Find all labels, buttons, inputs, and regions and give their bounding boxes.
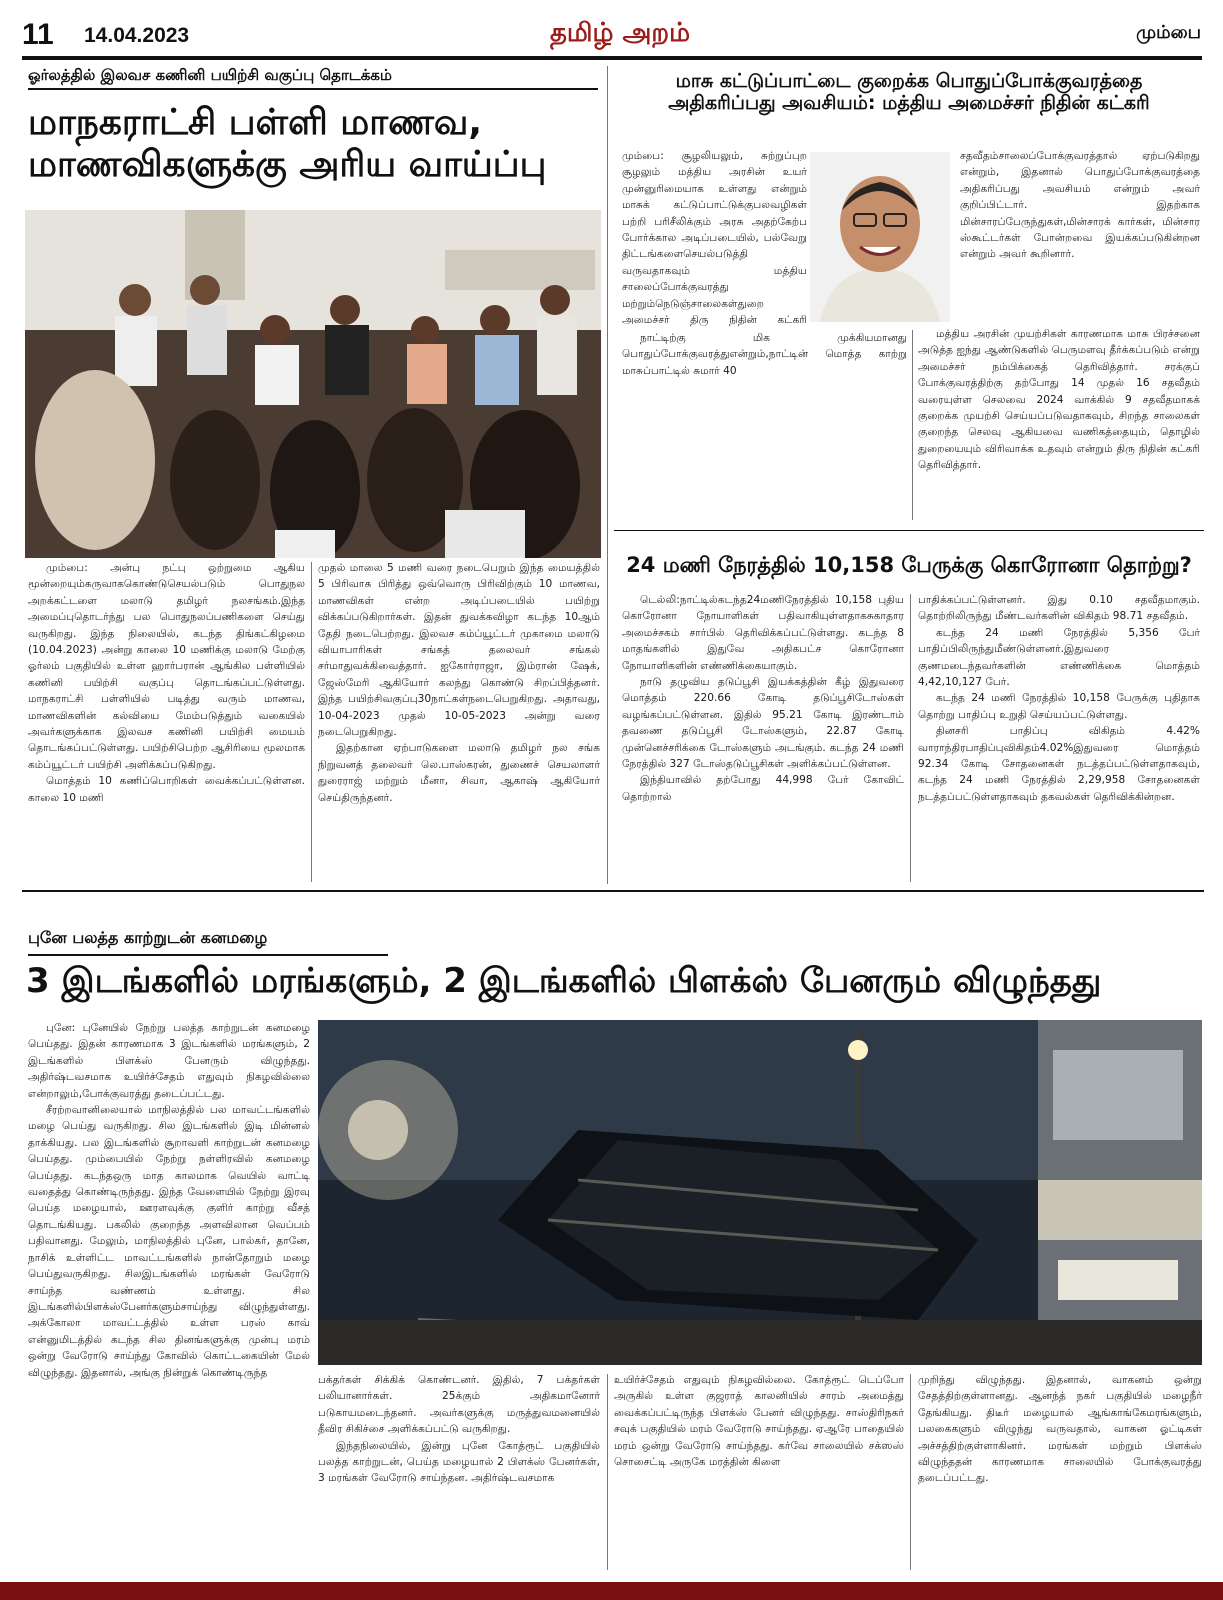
edition-city: மும்பை [1136,22,1201,43]
article2-headline-line2: அதிகரிப்பது அவசியம்: மத்திய அமைச்சர் நிதின் கட்கரி [668,92,1150,115]
article1-para: மும்பை: அன்பு நட்பு ஒற்றுமை ஆகிய மூன்றையும்கருவாககொண்டுசெயல்படும் பொதுநல அறக்கட்டளை மலாடு தமிழர் நலசங்கம்.இந்த அமைப்புதொடர்ந்து பல பொதுநலப்பணிகளை செய்து வருகிறது. இந்த நிலையில், கடந்த திங்கட்கிழமை (10.04.2023) அன்று காலை 10 மணிக்கு மலாடு மேற்கு ஓர்லம் பகுதியில் உள்ள ஹார்பரான் ஆங்கில பள்ளியில் கணினி பயிற்சி வகுப்பு தொடங்கப்பட்டுள்ளது. மாநகராட்சி பள்ளியில் படித்து வரும் மாணவ, மாணவிகளின் கல்வியை மேம்படுத்தும் வகையில் அவர்களுக்காக இலவச கணினி பயிற்சி மையம் தொடங்கப்பட்டுள்ளது. பயிற்சிபெற்ற ஆசிரியை மூலமாக கம்ப்யூட்டர் பயிற்சி அளிக்கப்படுகிறது. [28,562,305,771]
article3-para: கடந்த 24 மணி நேரத்தில் 10,158 பேருக்கு புதிதாக தொற்று பாதிப்பு உறுதி செய்யப்பட்டுள்ளது. [918,692,1200,721]
column-divider [311,562,312,882]
kicker-underline [28,88,598,90]
article1-headline: மாநகராட்சி பள்ளி மாணவ, மாணவிகளுக்கு அரிய வாய்ப்பு [28,102,547,185]
column-divider [910,594,911,882]
article3-col2 [918,592,1200,884]
article1-para: இதற்கான ஏற்பாடுகளை மலாடு தமிழர் நல சங்க நிறுவனத் தலைவர் லெ.பாஸ்கரன், துணைச் செயலாளர் துரைராஜ் மற்றும் மீனா, சிவா, ஆகாஷ் ஆகியோர் செய்திருந்தனர். [318,742,600,804]
column-divider [910,1374,911,1570]
article2-headline-line1: மாசு கட்டுப்பாட்டை குறைக்க பொதுப்போக்குவரத்தை [675,70,1143,92]
article4-col4 [918,1372,1202,1572]
article2-para: மத்திய அரசின் முயற்சிகள் காரணமாக மாசு பிரச்சனை அடுத்த ஐந்து ஆண்டுகளில் பெருமளவு தீர்க்கப்படும் என்று அமைச்சர் நம்பிக்கைத் தெரிவித்தார். சரக்குப் போக்குவரத்திற்கு தற்போது 14 முதல் 16 சதவீதம் வரையுள்ள செலவை 2024 வாக்கில் 9 சதவீதமாகக் குறைக்க முயற்சி செய்யப்படுவதாகவும், சிறந்த சாலைகள் குறைந்த செலவு ஆகியவை வணிகத்தையும், தொழில் துறையையும் விரிவாக்க உதவும் என்றும் திரு நிதின் கட்கரி தெரிவித்தார். [918,328,1200,472]
article4-para: முறிந்து விழுந்தது. இதனால், வாகனம் ஒன்று சேதத்திற்குள்ளானது. ஆனந்த் நகர் பகுதியில் மழைநீர் தேங்கியது. திடீர் மழையால் ஆங்காங்கேமரங்களும், பலகைகளும் விழுந்து வருவதால், வாகன ஓட்டிகள் அச்சத்திற்குள்ளாகினர். மரங்கள் மற்றும் பிளக்ஸ் விழுந்ததன் காரணமாக சாலையில் போக்குவரத்து தடைப்பட்டது. [918,1374,1202,1485]
article4-para: புனே: புனேயில் நேற்று பலத்த காற்றுடன் கனமழை பெய்தது. இதன் காரணமாக 3 இடங்களில் மரங்களும், 2 இடங்களில் பிளக்ஸ் பேனரும் விழுந்தது. அதிர்ஷ்டவசமாக உயிர்ச்சேதம் எதுவும் நிகழவில்லை என்றாலும்,போக்குவரத்து தடைப்பட்டது. [28,1022,310,1100]
article2-para: மும்பை: சூழலியலும், சுற்றுப்புற சூழலும் மத்திய அரசின் உயர் முன்னுரிமையாக உள்ளது என்றும் மாசுக் கட்டுப்பாட்டுக்குபலவழிகள் பற்றி பரிசீலிக்கும் அரசு அதற்கேற்ப போர்க்கால அடிப்படையில், பல்வேறு திட்டங்களைசெயல்படுத்தி வருவதாகவும் மத்திய சாலைப்போக்குவரத்து மற்றும்நெடுஞ்சாலைகள்துறை அமைச்சர் திரு நிதின் கட்கரி [622,150,807,327]
article4-headline: 3 இடங்களில் மரங்களும், 2 இடங்களில் பிளக்ஸ் பேனரும் விழுந்தது [26,961,1102,1001]
article4-col3 [614,1372,904,1572]
logo-text: தமிழ் அறம் [549,18,691,48]
section-divider [607,66,608,884]
footer-bar [0,1582,1223,1600]
fallen-banner-image [318,1020,1202,1365]
article3-col1 [622,592,904,884]
article3-para: தினசரி பாதிப்பு விகிதம் 4.42% வாராந்திரபாதிப்புவிகிதம்4.02%இதுவரை மொத்தம் 92.34 கோடி சோதனைகள் நடத்தப்பட்டுள்ளதாகவும், கடந்த 24 மணி நேரத்தில் 2,29,958 சோதனைகள் நடத்தப்பட்டுள்ளதாகவும் தகவல்கள் தெரிவிக்கின்றன. [918,725,1200,803]
classroom-photo-image [25,210,601,558]
article4-kicker: புனே பலத்த காற்றுடன் கனமழை [28,928,268,947]
story-divider [614,530,1204,531]
page-number: 11 [22,18,54,51]
article2-para: சதவீதம்சாலைப்போக்குவரத்தால் ஏற்படுகிறது என்றும், இதனால் பொதுப்போக்குவரத்தை அதிகரிப்பது அவசியம் என்றும் அவர் குறிப்பிட்டார். இதற்காக மின்சாரப்பேருந்துகள்,மின்சாரக் கார்கள், மின்சார ஸ்கூட்டர்கள் போன்றவை இயக்கப்படுகின்றன என்றும் அவர் கூறினார். [960,150,1200,261]
article4-col1 [28,1020,310,1575]
article1-para: முதல் மாலை 5 மணி வரை நடைபெறும் இந்த மையத்தில் 5 பிரிவாக பிரித்து ஒவ்வொரு பிரிவிற்கும் 10 மாணவ, மாணவிகள் என்ற அடிப்படையில் பயிற்று விக்கப்படுகிறார்கள். இதன் துவக்கவிழா கடந்த 10ஆம் தேதி நடைபெற்றது. இலவச கம்ப்யூட்டர் முகாமை மலாடு வியாபாரிகள் சங்கத் தலைவர் சங்கல் சர்மாதுவக்கிவைத்தார். ஐகோர்ராஜா, இம்ரான் ஷேக், ஜேஸ்மேரி ஆகியோர் கலந்து கொண்டு சிறப்பித்தனர். இந்த பயிற்சிவகுப்பு30நாட்கள்நடைபெறுகிறது. அதாவது, 10-04-2023 முதல் 10-05-2023 அன்று வரை நடைபெறுகிறது. [318,562,600,739]
article3-headline: 24 மணி நேரத்தில் 10,158 பேருக்கு கொரோனா தொற்று? [626,553,1192,577]
column-divider [912,330,913,520]
issue-date: 14.04.2023 [84,24,190,47]
section-rule [22,890,1204,892]
article3-para: நாடு தழுவிய தடுப்பூசி இயக்கத்தின் கீழ் இதுவரை மொத்தம் 220.66 கோடி தடுப்பூசிடோஸ்கள் வழங்கப்பட்டுள்ளன. இதில் 95.21 கோடி இரண்டாம் தவணை தடுப்பூசி டோஸ்களும், 22.87 கோடி முன்னெச்சரிக்கை டோஸ்களும் அடங்கும். கடந்த 24 மணி நேரத்தில் 327 டோஸ்தடுப்பூசிகள் அளிக்கப்பட்டுள்ளன. [622,676,904,771]
article4-para: இந்தநிலையில், இன்று புனே கோத்ரூட் பகுதியில் பலத்த காற்றுடன், பெய்த மழையால் 2 பிளக்ஸ் பேனர்கள், 3 மரங்கள் வேரோடு சாய்ந்தன. அதிர்ஷ்டவசமாக [318,1439,600,1485]
classroom-photo [25,210,601,558]
article4-para: உயிர்ச்சேதம் எதுவும் நிகழவில்லை. கோத்ரூட் டெப்போ அருகில் உள்ள குஜராத் காலனியில் சாரம் அமைத்து வைக்கப்பட்டிருந்த பிளக்ஸ் பேனர் விழுந்தது. சாஸ்திரிநகர் சவுக் பகுதியில் மரம் வேரோடு சாய்ந்தது. ஏஆரே பாதையில் மரம் ஒன்று வேரோடு சாய்ந்தது. கர்வே சாலையில் சக்ஸஸ் சொசைட்டி அருகே மரத்தின் கிளை [614,1374,904,1469]
article4-col2 [318,1372,600,1572]
article1-col2 [318,560,600,885]
article2-headline [618,70,1200,114]
article3-para: கடந்த 24 மணி நேரத்தில் 5,356 பேர் பாதிப்பிலிருந்துமீண்டுள்ளனர்.இதுவரை குணமடைந்தவர்களின் எண்ணிக்கை மொத்தம் 4,42,10,127 பேர். [918,626,1200,689]
article3-para: பாதிக்கப்பட்டுள்ளனர். இது 0.10 சதவீதமாகும். தொற்றிலிருந்து மீண்டவர்களின் விகிதம் 98.71 சதவீதம். [918,594,1200,623]
masthead-logo [500,18,740,51]
article2-para: நாட்டிற்கு மிக முக்கியமானது பொதுப்போக்குவரத்துஎன்றும்,நாட்டின் மொத்த காற்று மாசுப்பாட்டில் சுமார் 40 [622,332,907,377]
column-divider [607,1374,608,1570]
article1-para: மொத்தம் 10 கணிப்பொறிகள் வைக்கப்பட்டுள்ளன. காலை 10 மணி [28,775,305,804]
article1-kicker: ஓர்லத்தில் இலவச கணினி பயிற்சி வகுப்பு தொடக்கம் [28,66,392,84]
article2-col2-top [960,148,1200,328]
article2-col1-bottom [622,148,907,528]
article3-para: இந்தியாவில் தற்போது 44,998 பேர் கோவிட் தொற்றால் [622,774,904,803]
article4-para: சீரற்றவானிலையால் மாநிலத்தில் பல மாவட்டங்களில் மழை பெய்து வருகிறது. சில இடங்களில் இடி மின்னல் தாக்கியது. பல இடங்களில் சூறாவளி காற்றுடன் கனமழை பெய்தது. மும்பையில் நேற்று நள்ளிரவில் கனமழை பெய்தது. கடந்தஒரு மாத காலமாக வெயில் வாட்டி வதைத்து கொண்டிருந்தது. இந்த வேளையில் நேற்று இரவு பெய்த மழையால், ஊரளவுக்கு குளிர் காற்று வீசத் தொடங்கியது. பகலில் குறைந்த அளவிலான வெப்பம் பதிவானது. மேலும், மாநிலத்தில் புனே, பால்கர், தானே, நாசிக் உள்ளிட்ட மாவட்டங்களில் நான்தோறும் மழை பெய்துவருகிறது. சிலஇடங்களில் மரங்கள் வேரோடு சாய்ந்த வண்ணம் உள்ளது. சில இடங்களில்பிளக்ஸ்பேனர்களும்சாய்ந்து விழுந்துள்ளது. அக்கோலா மாவட்டத்தில் உள்ள பரஸ் காவ் என்னுமிடத்தில் கடந்த சில தினங்களுக்கு முன்பு மரம் ஒன்று வேரோடு சாய்ந்து கோவில் கொட்டகையின் மேல் விழுந்தது. இதனால், அங்கு நின்றுக் கொண்டிருந்த [28,1104,310,1379]
article4-para: பக்தர்கள் சிக்கிக் கொண்டனர். இதில், 7 பக்தர்கள் பலியானார்கள். 25க்கும் அதிகமானோர் படுகாயமடைந்தனர். அவர்களுக்கு மருத்துவமனையில் தீவிர சிகிச்சை அளிக்கப்பட்டு வருகிறது. [318,1374,600,1436]
kicker-underline [28,954,388,956]
article2-col2-bottom [918,326,1200,526]
fallen-banner-photo [318,1020,1202,1365]
header-rule [22,56,1202,60]
article3-para: டெல்லி:நாட்டில்கடந்த24மணிநேரத்தில் 10,158 புதிய கொரோனா நோயாளிகள் பதிவாகியுள்ளதாகசுகாதார அமைச்சகம் சார்பில் தெரிவிக்கப்பட்டுள்ளது. கடந்த 8 மாதங்களில் இதுவே அதிகபட்ச கொரோனா நோயாளிகளின் எண்ணிக்கையாகும். [622,594,904,672]
article1-col1 [28,560,305,885]
